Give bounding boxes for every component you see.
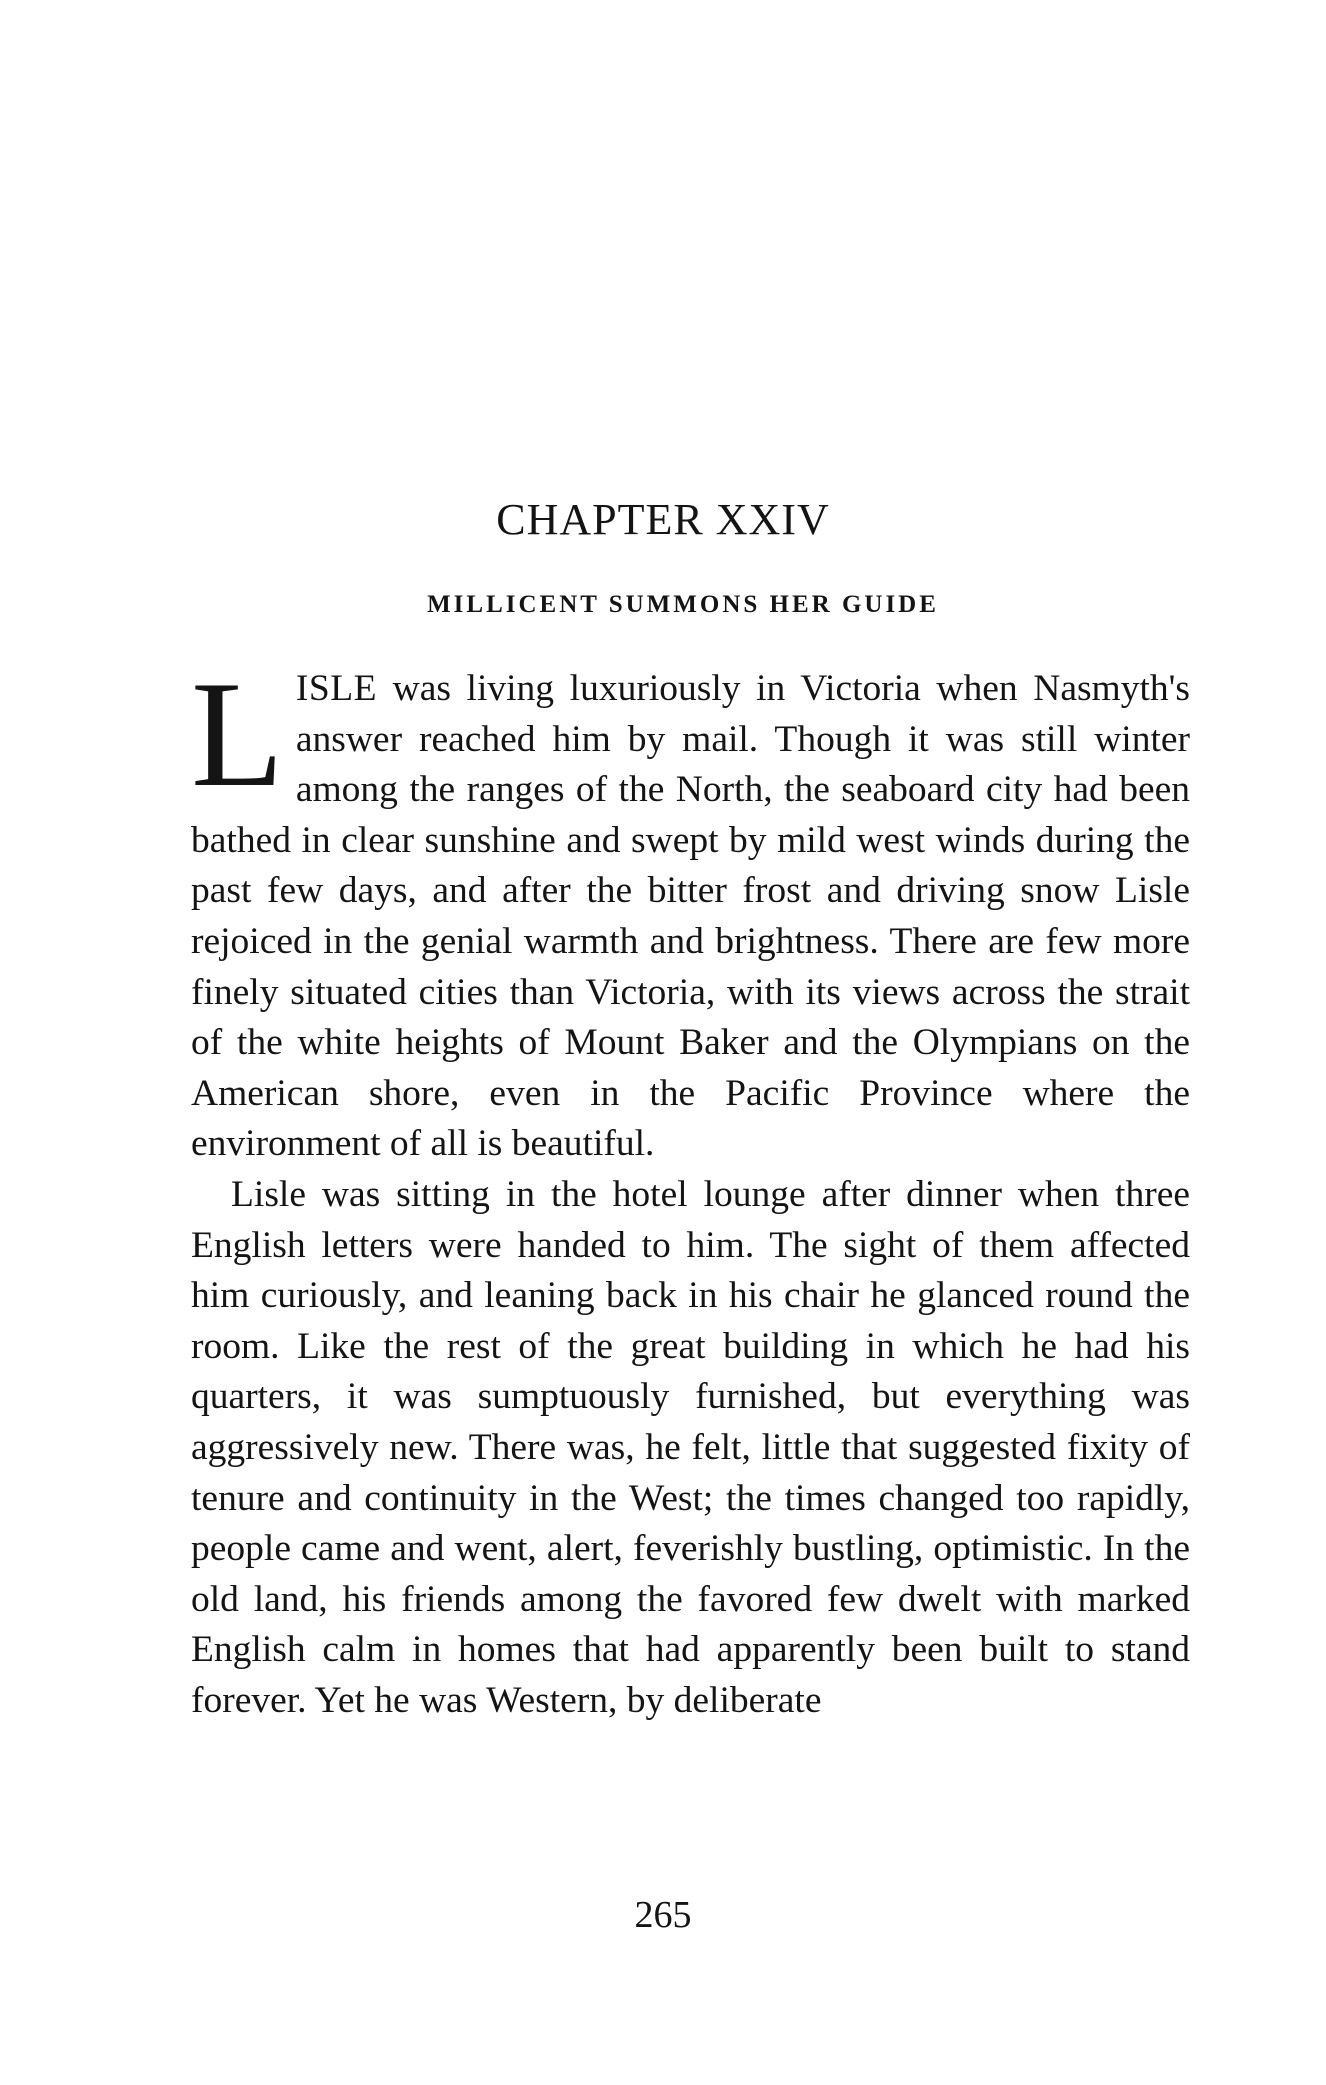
paragraph-2: Lisle was sitting in the hotel lounge after dinner when three English letters were handed to him. The sight of them affected him curiously, and leaning back in his chair he glanced round the room. Like the rest of the great building in which he had his quarters, it was sumptuously furnished, but everything was aggressively new. There was, he felt, little that suggested fixity of tenure and continuity in the West; the times changed too rapidly, people came and went, alert, feverishly bustling, optimistic. In the old land, his friends among the favored few dwelt with marked English calm in homes that had apparently been built to stand forever. Yet he was Western, by deliberate [191,1173,1190,1721]
chapter-heading: CHAPTER XXIV [496,495,830,544]
page-number: 265 [634,1894,692,1936]
first-word-rest: ISLE [295,668,378,709]
paragraph-1-text: was living luxuriously in Victoria when Nasmyth's answer reached him by mail. Though it was still winter among the ranges of the North, the seaboard city had been bathed in clear sunshine and swept by mild west winds during the past few days, and after the bitter frost and driving snow Lisle rejoiced in the genial warmth and brightness. There are few more finely situated cities than Victoria, with its views across the strait of the white heights of Mount Baker and the Olympians on the American shore, even in the Pacific Province where the environment of all is beautiful. [191,668,1190,1165]
paragraph-1 [191,650,1190,1170]
chapter-body [191,650,1190,1726]
drop-cap: L [191,650,284,818]
chapter-subtitle: MILLICENT SUMMONS HER GUIDE [427,591,939,618]
